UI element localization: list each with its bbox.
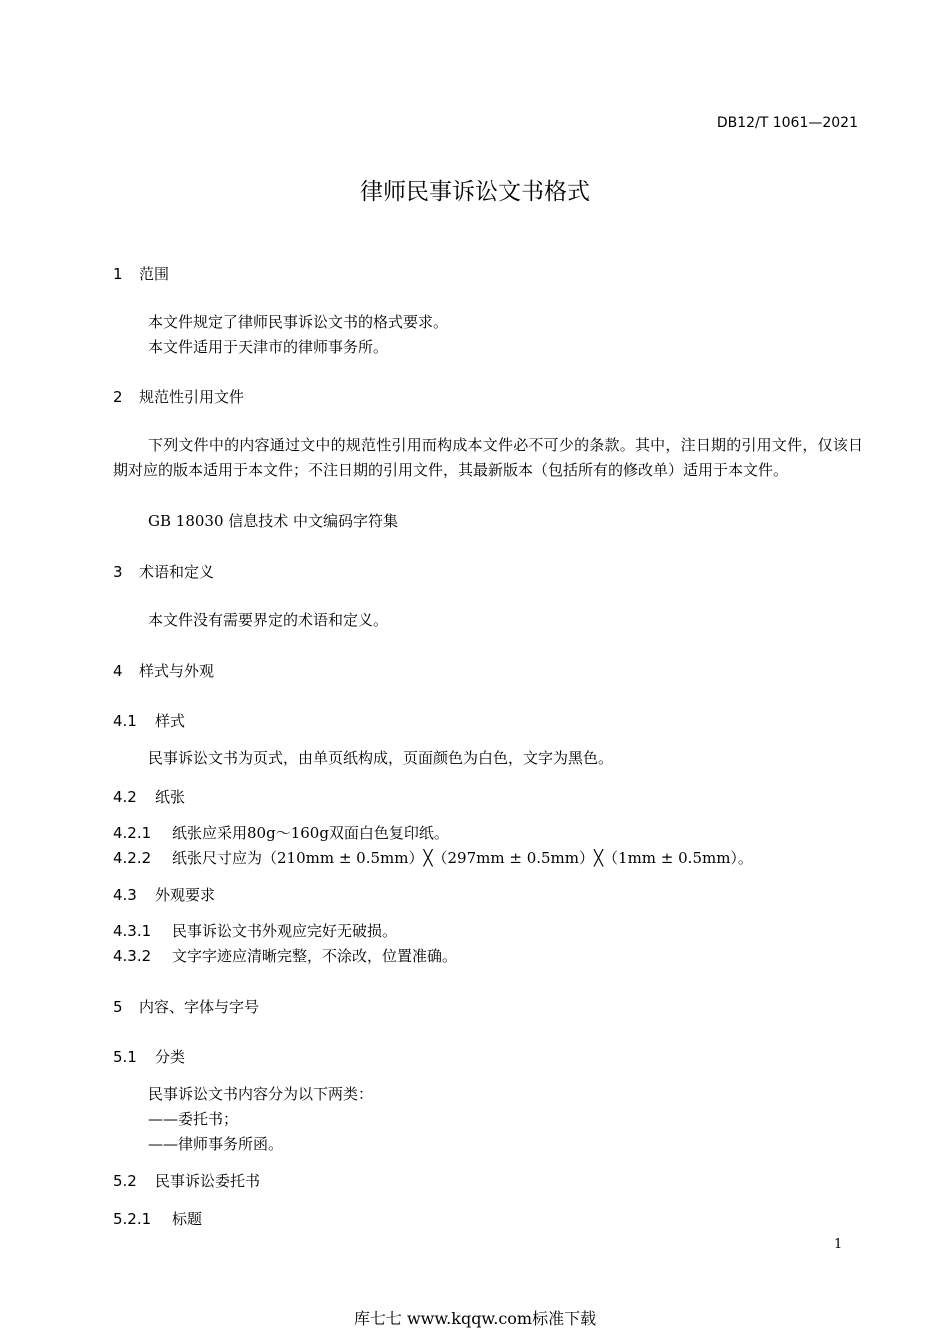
page-number: 1 — [834, 1237, 843, 1252]
list-item: ——律师事务所函。 — [148, 1135, 284, 1153]
paragraph-classification: 民事诉讼文书内容分为以下两类： — [148, 1085, 374, 1103]
clause-text: 民事诉讼文书外观应完好无破损。 — [172, 922, 398, 940]
heading-style-appearance — [113, 660, 214, 681]
heading-number: 1 — [113, 265, 123, 283]
clause-4-3-1 — [113, 920, 397, 941]
heading-appearance-requirements — [113, 884, 215, 905]
clause-text: 纸张应采用80g～160g双面白色复印纸。 — [172, 824, 449, 842]
heading-title-clause — [113, 1208, 202, 1229]
heading-content-fonts — [113, 996, 259, 1017]
heading-number: 3 — [113, 563, 123, 581]
clause-text: 纸张尺寸应为（210mm ± 0.5mm）╳（297mm ± 0.5mm）╳（1mm ± 0.5mm）。 — [172, 849, 753, 867]
paragraph-normative-references: 下列文件中的内容通过文中的规范性引用而构成本文件必不可少的条款。其中，注日期的引用文件，仅该日期对应的版本适用于本文件；不注日期的引用文件，其最新版本（包括所有的修改单）适用于本文件。 — [113, 436, 863, 479]
clause-4-2-1 — [113, 822, 449, 843]
footer-watermark: 库七七 www.kqqw.com标准下载 — [353, 1309, 597, 1328]
heading-text: 范围 — [139, 265, 170, 283]
heading-text: 术语和定义 — [139, 563, 215, 581]
clause-number: 4.2.2 — [113, 849, 152, 867]
heading-text: 民事诉讼委托书 — [155, 1172, 261, 1190]
reference-item: GB 18030 信息技术 中文编码字符集 — [148, 512, 399, 530]
heading-text: 纸张 — [155, 788, 186, 806]
heading-number: 4 — [113, 662, 123, 680]
heading-terms — [113, 561, 214, 582]
paragraph-scope-1: 本文件规定了律师民事诉讼文书的格式要求。 — [148, 313, 449, 331]
clause-number: 4.2.1 — [113, 824, 152, 842]
heading-text: 内容、字体与字号 — [139, 998, 260, 1016]
clause-4-3-2 — [113, 945, 457, 966]
heading-number: 5 — [113, 998, 123, 1016]
clause-text: 文字字迹应清晰完整，不涂改，位置准确。 — [172, 947, 458, 965]
heading-number: 5.1 — [113, 1048, 137, 1066]
heading-text: 外观要求 — [155, 886, 216, 904]
paragraph-scope-2: 本文件适用于天津市的律师事务所。 — [148, 338, 389, 356]
heading-number: 4.1 — [113, 712, 137, 730]
heading-text: 样式与外观 — [139, 662, 215, 680]
heading-number: 4.2 — [113, 788, 137, 806]
heading-power-of-attorney — [113, 1170, 260, 1191]
document-code: DB12/T 1061—2021 — [716, 115, 858, 131]
clause-number: 4.3.2 — [113, 947, 152, 965]
heading-number: 4.3 — [113, 886, 137, 904]
heading-style — [113, 710, 185, 731]
heading-paper — [113, 786, 185, 807]
page-title: 律师民事诉讼文书格式 — [360, 179, 590, 205]
heading-normative-references — [113, 386, 244, 407]
heading-classification — [113, 1046, 185, 1067]
heading-text: 标题 — [172, 1210, 203, 1228]
heading-scope — [113, 263, 169, 284]
paragraph-style: 民事诉讼文书为页式，由单页纸构成，页面颜色为白色，文字为黑色。 — [148, 749, 614, 767]
heading-text: 规范性引用文件 — [139, 388, 245, 406]
heading-text: 分类 — [155, 1048, 186, 1066]
clause-4-2-2 — [113, 847, 753, 868]
paragraph-terms: 本文件没有需要界定的术语和定义。 — [148, 611, 389, 629]
clause-number: 4.3.1 — [113, 922, 152, 940]
heading-number: 5.2.1 — [113, 1210, 152, 1228]
heading-text: 样式 — [155, 712, 186, 730]
heading-number: 2 — [113, 388, 123, 406]
heading-number: 5.2 — [113, 1172, 137, 1190]
list-item: ——委托书； — [148, 1110, 239, 1128]
